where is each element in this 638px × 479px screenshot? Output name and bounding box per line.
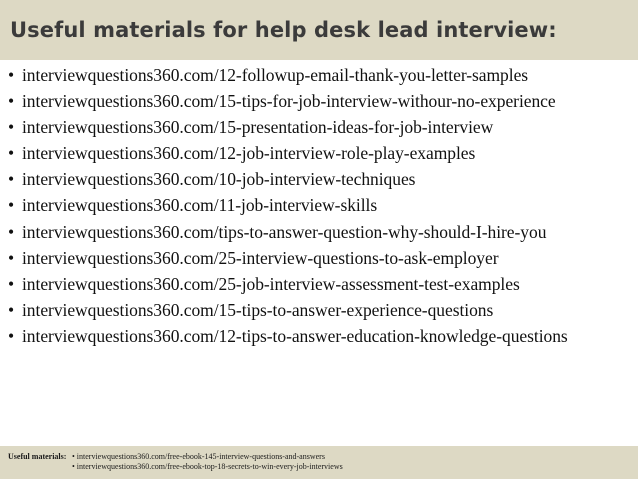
bullet: • (8, 325, 15, 346)
list-item[interactable] (8, 62, 634, 88)
footer-link[interactable]: • interviewquestions360.com/free-ebook-145-interview-questions-and-answers (72, 452, 325, 461)
bullet: • (8, 221, 15, 242)
link-text[interactable]: interviewquestions360.com/tips-to-answer-question-why-should-I-hire-you (22, 221, 547, 242)
bullet: • (8, 299, 15, 320)
bullet: • (8, 273, 15, 294)
link-text[interactable]: interviewquestions360.com/15-presentation-ideas-for-job-interview (22, 117, 494, 138)
link-text[interactable]: interviewquestions360.com/10-job-interview-techniques (22, 169, 416, 190)
footer-link[interactable]: • interviewquestions360.com/free-ebook-top-18-secrets-to-win-every-job-interviews (72, 462, 343, 471)
list-item[interactable] (8, 166, 634, 192)
title-bar (0, 0, 638, 60)
bullet: • (8, 195, 15, 216)
link-text[interactable]: interviewquestions360.com/12-tips-to-answer-education-knowledge-questions (22, 325, 568, 346)
link-text[interactable]: interviewquestions360.com/12-job-interview-role-play-examples (22, 143, 476, 164)
link-text[interactable]: interviewquestions360.com/25-job-interview-assessment-test-examples (22, 273, 520, 294)
bullet: • (8, 169, 15, 190)
bullet: • (8, 143, 15, 164)
list-item[interactable] (8, 219, 634, 245)
link-text[interactable]: interviewquestions360.com/11-job-interview-skills (22, 195, 378, 216)
list-item[interactable] (8, 271, 634, 297)
list-item[interactable] (8, 192, 634, 218)
footer-row (8, 452, 638, 472)
footer-bar (0, 446, 638, 479)
bullet: • (8, 65, 15, 85)
footer-label: Useful materials: (8, 452, 67, 461)
footer-items (72, 452, 343, 472)
page-title: Useful materials for help desk lead interview: (10, 18, 557, 42)
link-text[interactable]: interviewquestions360.com/15-tips-to-answer-experience-questions (22, 299, 494, 320)
link-text[interactable]: interviewquestions360.com/25-interview-questions-to-ask-employer (22, 247, 499, 268)
materials-list (8, 62, 634, 349)
bullet: • (8, 91, 15, 112)
bullet: • (8, 117, 15, 138)
link-text[interactable]: interviewquestions360.com/12-followup-email-thank-you-letter-samples (22, 65, 529, 85)
list-item[interactable] (8, 114, 634, 140)
link-text[interactable]: interviewquestions360.com/15-tips-for-job-interview-withour-no-experience (22, 91, 556, 112)
bullet: • (8, 247, 15, 268)
list-item[interactable] (8, 245, 634, 271)
list-item[interactable] (8, 297, 634, 323)
list-item[interactable] (8, 323, 634, 349)
list-item[interactable] (8, 88, 634, 114)
list-item[interactable] (8, 140, 634, 166)
